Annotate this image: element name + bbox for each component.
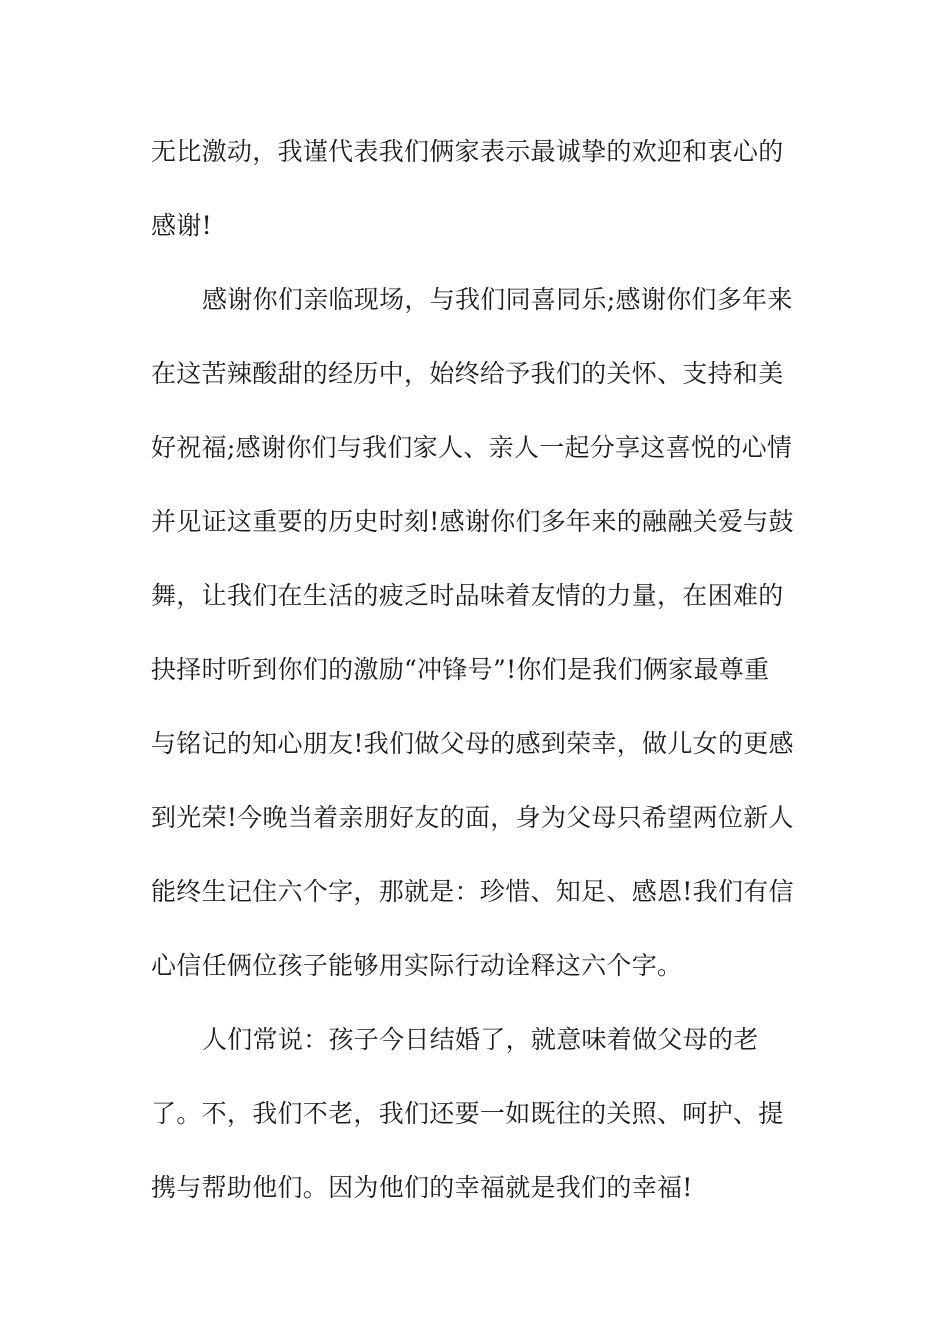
text-line: 了。不，我们不老，我们还要一如既往的关照、呵护、提: [151, 1099, 784, 1128]
text-line: 心信任俩位孩子能够用实际行动诠释这六个字。: [151, 951, 683, 980]
text-line: 到光荣!今晚当着亲朋好友的面，身为父母只希望两位新人: [151, 803, 794, 832]
paragraph-start-line: 人们常说：孩子今日结婚了，就意味着做父母的老: [202, 1025, 759, 1054]
text-line: 与铭记的知心朋友!我们做父母的感到荣幸，做儿女的更感: [151, 729, 794, 758]
text-line: 携与帮助他们。因为他们的幸福就是我们的幸福!: [151, 1173, 693, 1202]
text-line: 能终生记住六个字，那就是：珍惜、知足、感恩!我们有信: [151, 877, 794, 906]
text-line: 感谢!: [151, 211, 212, 240]
paragraph-start-line: 感谢你们亲临现场，与我们同喜同乐;感谢你们多年来: [202, 285, 793, 314]
text-line: 无比激动，我谨代表我们俩家表示最诚挚的欢迎和衷心的: [151, 137, 784, 166]
text-line: 舞，让我们在生活的疲乏时品味着友情的力量，在困难的: [151, 581, 784, 610]
text-line: 好祝福;感谢你们与我们家人、亲人一起分享这喜悦的心情: [151, 433, 793, 462]
text-line: 抉择时听到你们的激励“冲锋号”!你们是我们俩家最尊重: [151, 655, 770, 684]
text-line: 并见证这重要的历史时刻!感谢你们多年来的融融关爱与鼓: [151, 507, 794, 536]
text-line: 在这苦辣酸甜的经历中，始终给予我们的关怀、支持和美: [151, 359, 784, 388]
